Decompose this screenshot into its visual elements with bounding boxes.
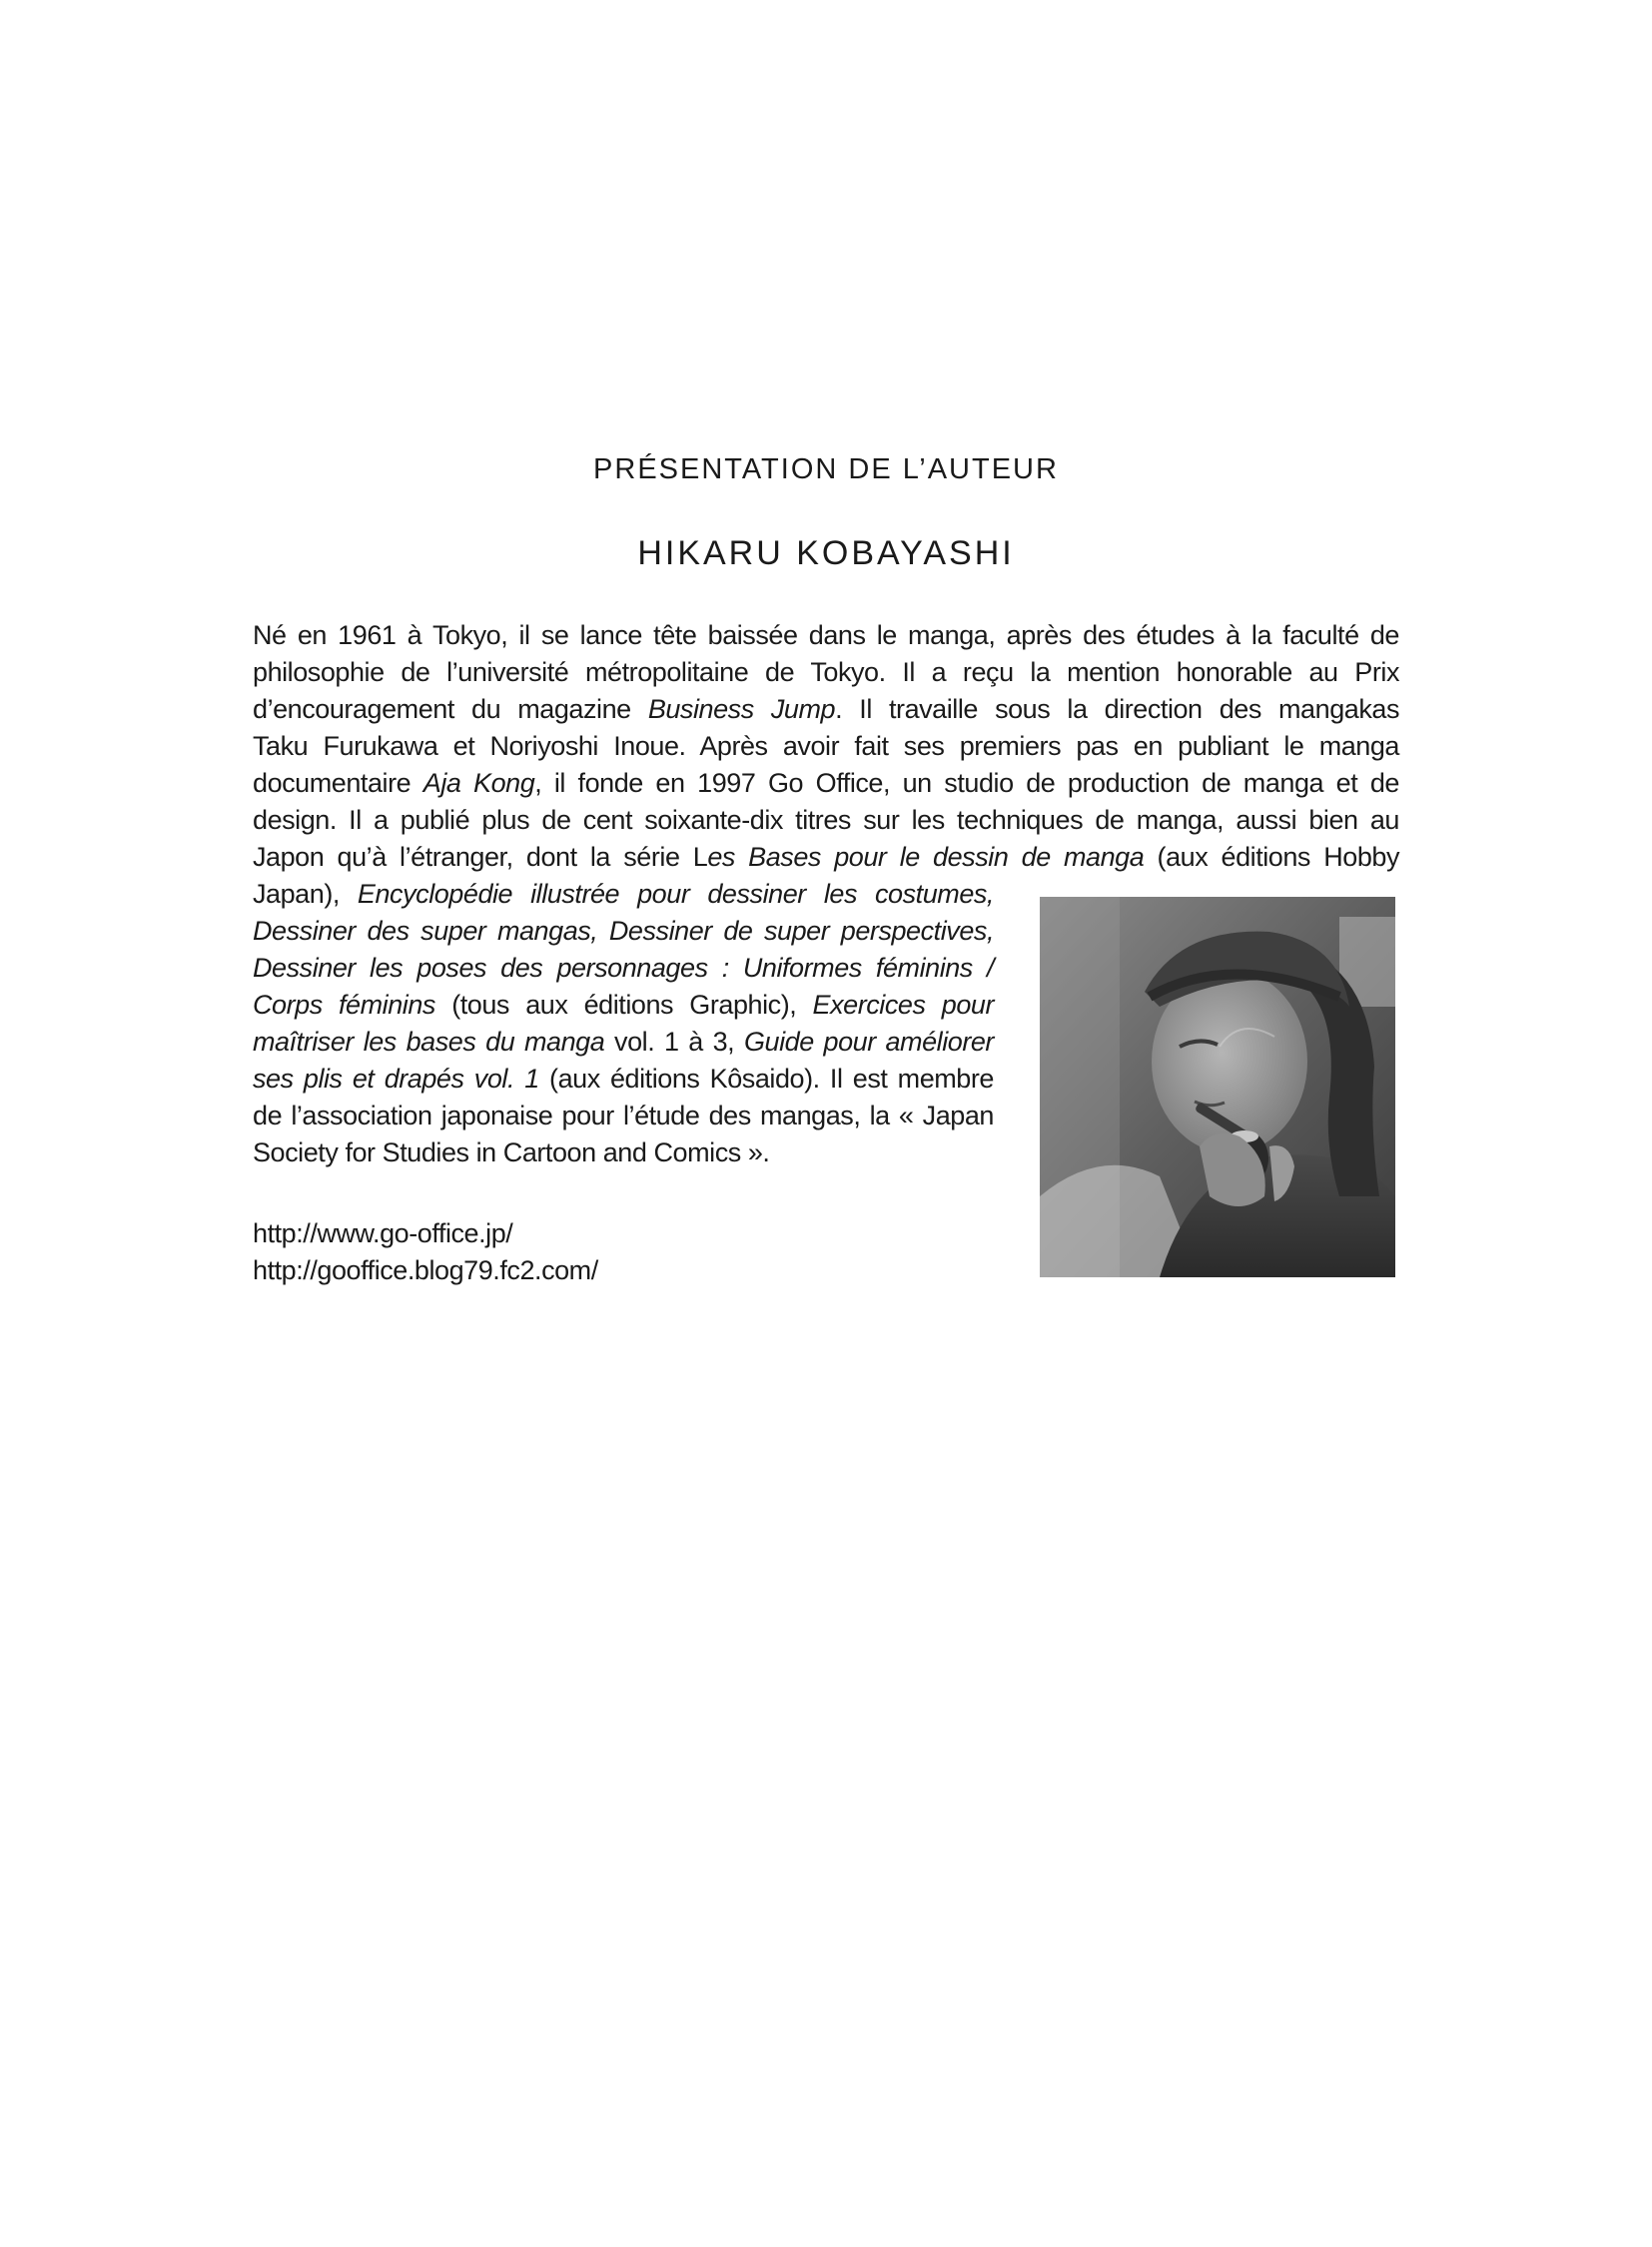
author-links — [253, 1215, 598, 1289]
book-title: es Bases pour le dessin de manga — [707, 842, 1145, 872]
bio-text: Japon qu’à l’étranger, dont la série L — [253, 842, 708, 872]
bio-text: philosophie de l’université métropolitaine de Tokyo. Il a reçu la mention honorable au Prix — [253, 657, 1399, 687]
book-title: Encyclopédie illustrée pour dessiner les costumes, — [357, 879, 994, 909]
bio-line — [253, 1061, 994, 1098]
magazine-title: Business Jump — [647, 694, 836, 724]
book-title: Dessiner des super mangas, Dessiner de super perspectives, — [253, 916, 994, 946]
author-name: HIKARU KOBAYASHI — [637, 534, 1015, 572]
book-title: Exercices pour — [812, 990, 994, 1020]
bio-line — [253, 839, 1399, 876]
bio-line — [253, 691, 1399, 728]
bio-line — [253, 1134, 994, 1171]
bio-text: (tous aux éditions Graphic), — [434, 990, 813, 1020]
bio-text: Taku Furukawa et Noriyoshi Inoue. Après avoir fait ses premiers pas en publiant le manga — [253, 731, 1399, 761]
bio-line — [253, 765, 1399, 802]
book-title: Aja Kong — [422, 768, 535, 798]
bio-text: Society for Studies in Cartoon and Comics ». — [253, 1137, 770, 1167]
bio-text: Né en 1961 à Tokyo, il se lance tête baissée dans le manga, après des études à la faculté de — [253, 620, 1399, 650]
bio-line — [253, 876, 994, 913]
bio-line — [253, 987, 994, 1024]
bio-text: vol. 1 à 3, — [604, 1027, 744, 1057]
bio-text: design. Il a publié plus de cent soixante-dix titres sur les techniques de manga, aussi bien au — [253, 805, 1399, 835]
book-title: ses plis et drapés vol. 1 — [253, 1064, 539, 1094]
author-photo — [1040, 897, 1395, 1277]
book-title: Corps féminins — [253, 990, 435, 1020]
bio-text: . Il travaille sous la direction des mangakas — [835, 694, 1399, 724]
book-title: Dessiner les poses des personnages : Uniformes féminins / — [253, 953, 994, 983]
website-link[interactable]: http://www.go-office.jp/ — [253, 1218, 513, 1248]
bio-line — [253, 654, 1399, 691]
bio-line — [253, 1024, 994, 1061]
bio-text: de l’association japonaise pour l’étude des mangas, la « Japan — [253, 1101, 994, 1130]
blog-link[interactable]: http://gooffice.blog79.fc2.com/ — [253, 1255, 598, 1285]
author-photo-illustration — [1040, 897, 1395, 1277]
section-label: PRÉSENTATION DE L’AUTEUR — [593, 453, 1059, 485]
bio-line — [253, 1098, 994, 1134]
bio-text: Japan), — [253, 879, 358, 909]
bio-line — [253, 913, 994, 950]
bio-text: documentaire — [253, 768, 423, 798]
bio-text: , il fonde en 1997 Go Office, un studio de production de manga et de — [534, 768, 1399, 798]
bio-line — [253, 950, 994, 987]
book-title: maîtriser les bases du manga — [253, 1027, 605, 1057]
bio-text: d’encouragement du magazine — [253, 694, 648, 724]
bio-line — [253, 617, 1399, 654]
bio-line — [253, 728, 1399, 765]
bio-text: (aux éditions Kôsaido). Il est membre — [538, 1064, 994, 1094]
bio-wrapped-column — [253, 876, 994, 1171]
book-title: Guide pour améliorer — [743, 1027, 994, 1057]
bio-line — [253, 802, 1399, 839]
bio-text: (aux éditions Hobby — [1144, 842, 1400, 872]
